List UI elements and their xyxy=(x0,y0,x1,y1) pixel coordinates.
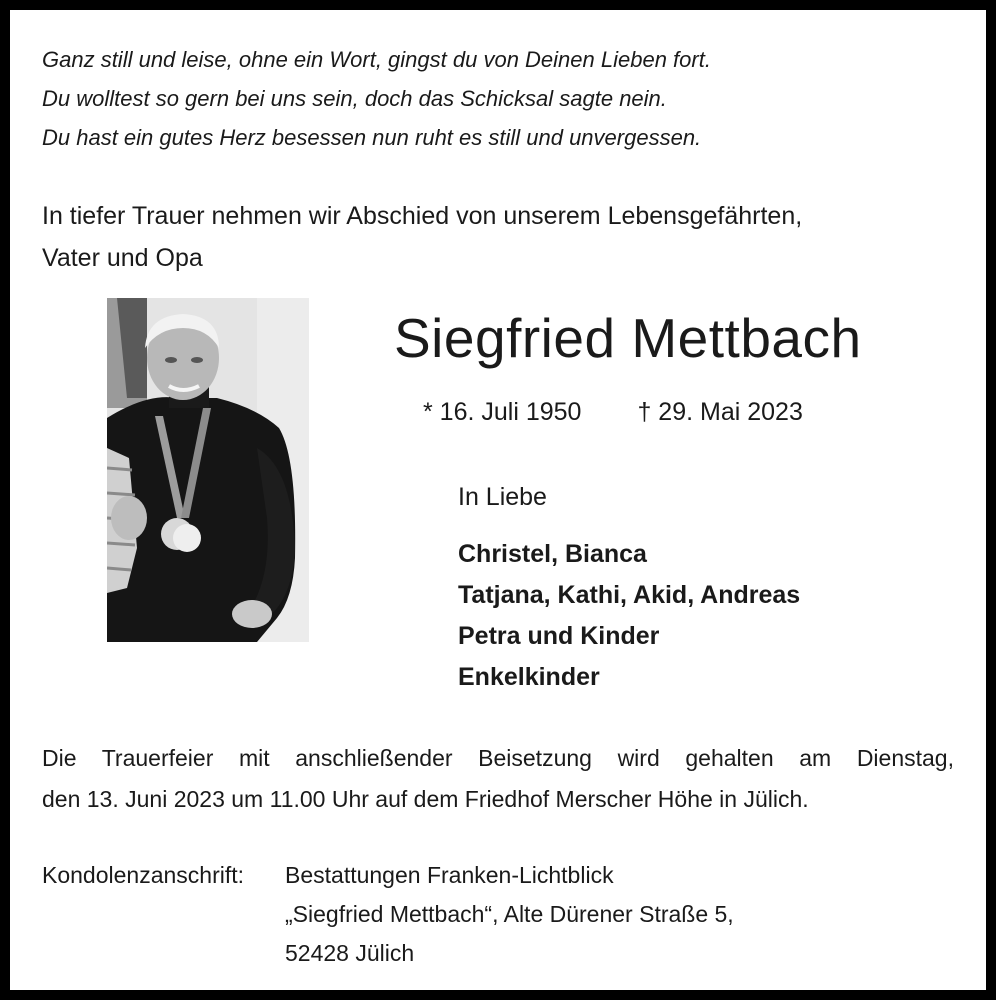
mourner-line: Christel, Bianca xyxy=(458,540,647,568)
condolence-line: „Siegfried Mettbach“, Alte Dürener Straße 5, xyxy=(285,901,734,927)
birth-date: * 16. Juli 1950 xyxy=(423,398,582,426)
poem-line: Du hast ein gutes Herz besessen nun ruht es still und unvergessen. xyxy=(42,125,702,150)
intro-line: Vater und Opa xyxy=(42,244,203,272)
intro-line: In tiefer Trauer nehmen wir Abschied von unserem Lebensgefährten, xyxy=(42,202,803,230)
portrait-photo xyxy=(107,298,309,642)
death-date: † 29. Mai 2023 xyxy=(637,398,803,426)
funeral-service-info xyxy=(42,738,954,820)
memorial-poem xyxy=(42,40,711,157)
mourner-line: Petra und Kinder xyxy=(458,622,660,650)
service-line: den 13. Juni 2023 um 11.00 Uhr auf dem Friedhof Merscher Höhe in Jülich. xyxy=(42,786,809,812)
mourning-intro xyxy=(42,195,802,279)
in-love-label: In Liebe xyxy=(458,483,547,511)
poem-line: Du wolltest so gern bei uns sein, doch das Schicksal sagte nein. xyxy=(42,86,667,111)
mourner-line: Enkelkinder xyxy=(458,663,600,691)
condolence-line: 52428 Jülich xyxy=(285,940,415,966)
mourner-line: Tatjana, Kathi, Akid, Andreas xyxy=(458,581,801,609)
life-dates xyxy=(423,398,803,427)
condolence-line: Bestattungen Franken-Lichtblick xyxy=(285,862,614,888)
obituary-notice xyxy=(10,10,986,990)
deceased-name: Siegfried Mettbach xyxy=(394,307,862,369)
condolence-label: Kondolenzanschrift: xyxy=(42,862,245,888)
poem-line: Ganz still und leise, ohne ein Wort, gingst du von Deinen Lieben fort. xyxy=(42,47,711,72)
mourners-list xyxy=(458,534,800,698)
condolence-address xyxy=(42,856,734,973)
service-line: Die Trauerfeier mit anschließender Beisetzung wird gehalten am Dienstag, xyxy=(42,745,954,771)
